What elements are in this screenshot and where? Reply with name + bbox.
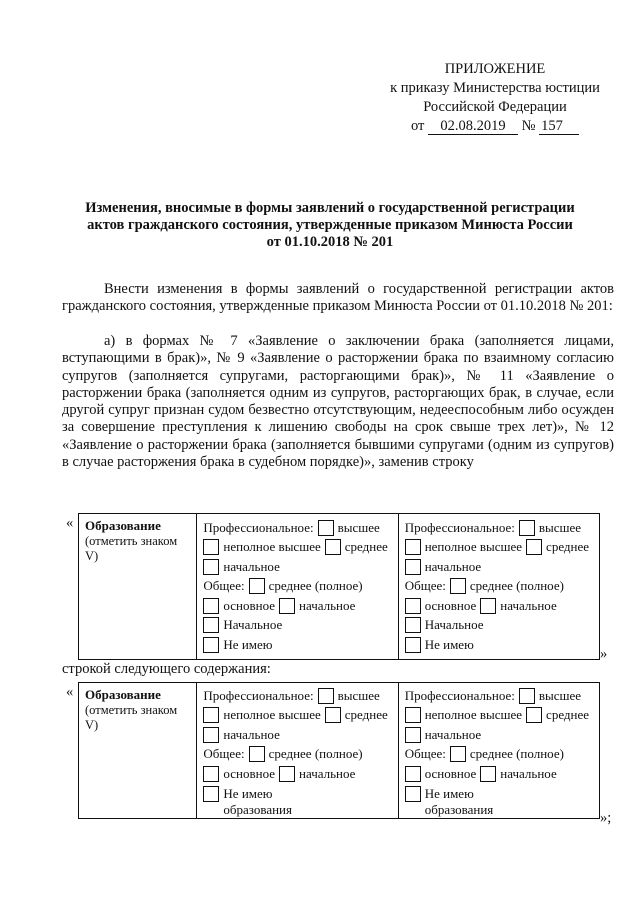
checkbox-primary-general[interactable]: [480, 766, 496, 782]
date-prefix: от: [410, 118, 425, 134]
label-basic: основное: [424, 597, 477, 613]
education-table-old: [78, 513, 600, 660]
checkbox-secondary[interactable]: [526, 707, 542, 723]
checkbox-incomplete-higher[interactable]: [405, 539, 421, 555]
label-secondary-full: среднее (полное): [268, 746, 363, 762]
paragraph-a: а) в формах № 7 «Заявление о заключении брака (заполняется лицами, вступающими в брак)», № 9 «Заявление о расторжении брака по взаимному согласию супругов (заполняется супругами, расторгающими брак)», № 11 «Заявление о расторжении брака (заполняется одним из супругов, расторгающих брак, в случае, если другой супруг признан судом безвестно отсутствующим, недееспособным либо осужден за совершение преступления к лишению свободы на срок свыше трех лет)», № 12 «Заявление о расторжении брака (заполняется бывшими супругами (одним из супругов) в случае расторжения брака в судебном порядке)», заменив строку: [62, 333, 614, 471]
general-label: Общее:: [404, 578, 446, 594]
prof-label: Профессиональное:: [404, 519, 515, 535]
checkbox-higher[interactable]: [318, 688, 334, 704]
label-no-education-line-1: Не имею: [424, 785, 474, 801]
checkbox-secondary[interactable]: [526, 539, 542, 555]
checkbox-basic[interactable]: [203, 598, 219, 614]
checkbox-secondary-full[interactable]: [249, 578, 265, 594]
checkbox-higher[interactable]: [519, 688, 535, 704]
label-basic: основное: [223, 765, 275, 781]
title-line-3: от 01.10.2018 № 201: [266, 234, 394, 250]
label-secondary: среднее: [344, 707, 388, 723]
label-basic: основное: [424, 765, 477, 781]
label-higher: высшее: [337, 519, 380, 535]
checkbox-no-education[interactable]: [405, 786, 421, 802]
annex-date-line: [360, 117, 630, 136]
general-label: Общее:: [203, 746, 245, 762]
label-secondary-full: среднее (полное): [469, 578, 564, 594]
prof-label: Профессиональное:: [203, 519, 314, 535]
label-primary: начальное: [223, 558, 280, 574]
annex-number: 157: [539, 119, 579, 135]
checkbox-primary-general[interactable]: [279, 766, 295, 782]
label-no-education: [223, 786, 292, 818]
label-incomplete-higher: неполное высшее: [223, 539, 321, 555]
label-no-education: [425, 786, 494, 818]
education-hint: (отметить знаком V): [85, 703, 178, 732]
quote-open-2: «: [66, 684, 74, 700]
label-higher: высшее: [337, 687, 380, 703]
annex-header: [360, 60, 630, 136]
title-line-2: актов гражданского состояния, утвержденные приказом Минюста России: [87, 217, 573, 233]
education-table-new: [78, 682, 600, 819]
prof-label: Профессиональное:: [203, 687, 314, 703]
checkbox-secondary[interactable]: [325, 539, 341, 555]
prof-label: Профессиональное:: [404, 687, 515, 703]
quote-close-1: »: [600, 646, 608, 662]
checkbox-secondary-full[interactable]: [249, 746, 265, 762]
checkbox-primary[interactable]: [203, 559, 219, 575]
checkbox-primary-general[interactable]: [279, 598, 295, 614]
label-secondary-full: среднее (полное): [268, 578, 363, 594]
title-line-1: Изменения, вносимые в формы заявлений о государственной регистрации: [85, 200, 575, 216]
education-hint: (отметить знаком V): [85, 534, 178, 563]
label-primary-general: начальное: [500, 765, 557, 781]
checkbox-incomplete-higher[interactable]: [203, 707, 219, 723]
education-label-cell: [79, 514, 197, 660]
label-initial: Начальное: [223, 617, 283, 633]
checkbox-incomplete-higher[interactable]: [203, 539, 219, 555]
label-primary-general: начальное: [500, 597, 557, 613]
checkbox-secondary-full[interactable]: [450, 578, 466, 594]
paragraph-intro: Внести изменения в формы заявлений о государственной регистрации актов гражданского состояния, утвержденные приказом Минюста России от 01.10.2018 № 201:: [62, 281, 614, 315]
checkbox-primary[interactable]: [405, 727, 421, 743]
checkbox-secondary[interactable]: [325, 707, 341, 723]
checkbox-initial[interactable]: [203, 617, 219, 633]
checkbox-primary[interactable]: [405, 559, 421, 575]
education-column-2: [398, 514, 599, 660]
annex-line-2: Российской Федерации: [423, 99, 567, 115]
label-incomplete-higher: неполное высшее: [424, 707, 523, 723]
general-label: Общее:: [404, 746, 446, 762]
label-primary: начальное: [223, 726, 280, 742]
document-title: [70, 200, 590, 251]
checkbox-primary-general[interactable]: [480, 598, 496, 614]
annex-title: ПРИЛОЖЕНИЕ: [444, 61, 546, 77]
label-none: Не имею: [424, 636, 474, 652]
label-no-education-line-2: образования: [424, 801, 494, 817]
label-initial: Начальное: [424, 617, 484, 633]
label-secondary: среднее: [344, 539, 388, 555]
checkbox-basic[interactable]: [405, 598, 421, 614]
label-secondary: среднее: [546, 539, 590, 555]
education-label-cell: [79, 683, 197, 819]
label-secondary-full: среднее (полное): [469, 746, 564, 762]
replacement-text: строкой следующего содержания:: [62, 661, 271, 677]
education-column-2: [398, 683, 599, 819]
annex-line-1: к приказу Министерства юстиции: [390, 80, 600, 96]
education-label: Образование: [85, 518, 161, 533]
annex-date: 02.08.2019: [428, 119, 518, 135]
number-prefix: №: [521, 118, 536, 134]
label-primary-general: начальное: [299, 597, 356, 613]
checkbox-secondary-full[interactable]: [450, 746, 466, 762]
quote-open-1: «: [66, 515, 74, 531]
checkbox-none[interactable]: [203, 637, 219, 653]
label-no-education-line-2: образования: [223, 801, 292, 817]
education-column-1: [197, 514, 398, 660]
checkbox-primary[interactable]: [203, 727, 219, 743]
quote-close-2: »;: [600, 810, 612, 826]
checkbox-initial[interactable]: [405, 617, 421, 633]
label-no-education-line-1: Не имею: [223, 785, 273, 801]
checkbox-higher[interactable]: [318, 520, 334, 536]
education-label: Образование: [85, 687, 161, 702]
checkbox-no-education[interactable]: [203, 786, 219, 802]
label-higher: высшее: [538, 687, 582, 703]
checkbox-basic[interactable]: [405, 766, 421, 782]
education-column-1: [197, 683, 398, 819]
label-basic: основное: [223, 597, 275, 613]
label-secondary: среднее: [546, 707, 590, 723]
checkbox-none[interactable]: [405, 637, 421, 653]
general-label: Общее:: [203, 578, 245, 594]
label-primary-general: начальное: [299, 765, 356, 781]
label-incomplete-higher: неполное высшее: [424, 539, 523, 555]
checkbox-basic[interactable]: [203, 766, 219, 782]
label-higher: высшее: [538, 519, 582, 535]
label-primary: начальное: [424, 558, 482, 574]
checkbox-higher[interactable]: [519, 520, 535, 536]
label-primary: начальное: [424, 726, 482, 742]
label-none: Не имею: [223, 636, 273, 652]
checkbox-incomplete-higher[interactable]: [405, 707, 421, 723]
label-incomplete-higher: неполное высшее: [223, 707, 321, 723]
